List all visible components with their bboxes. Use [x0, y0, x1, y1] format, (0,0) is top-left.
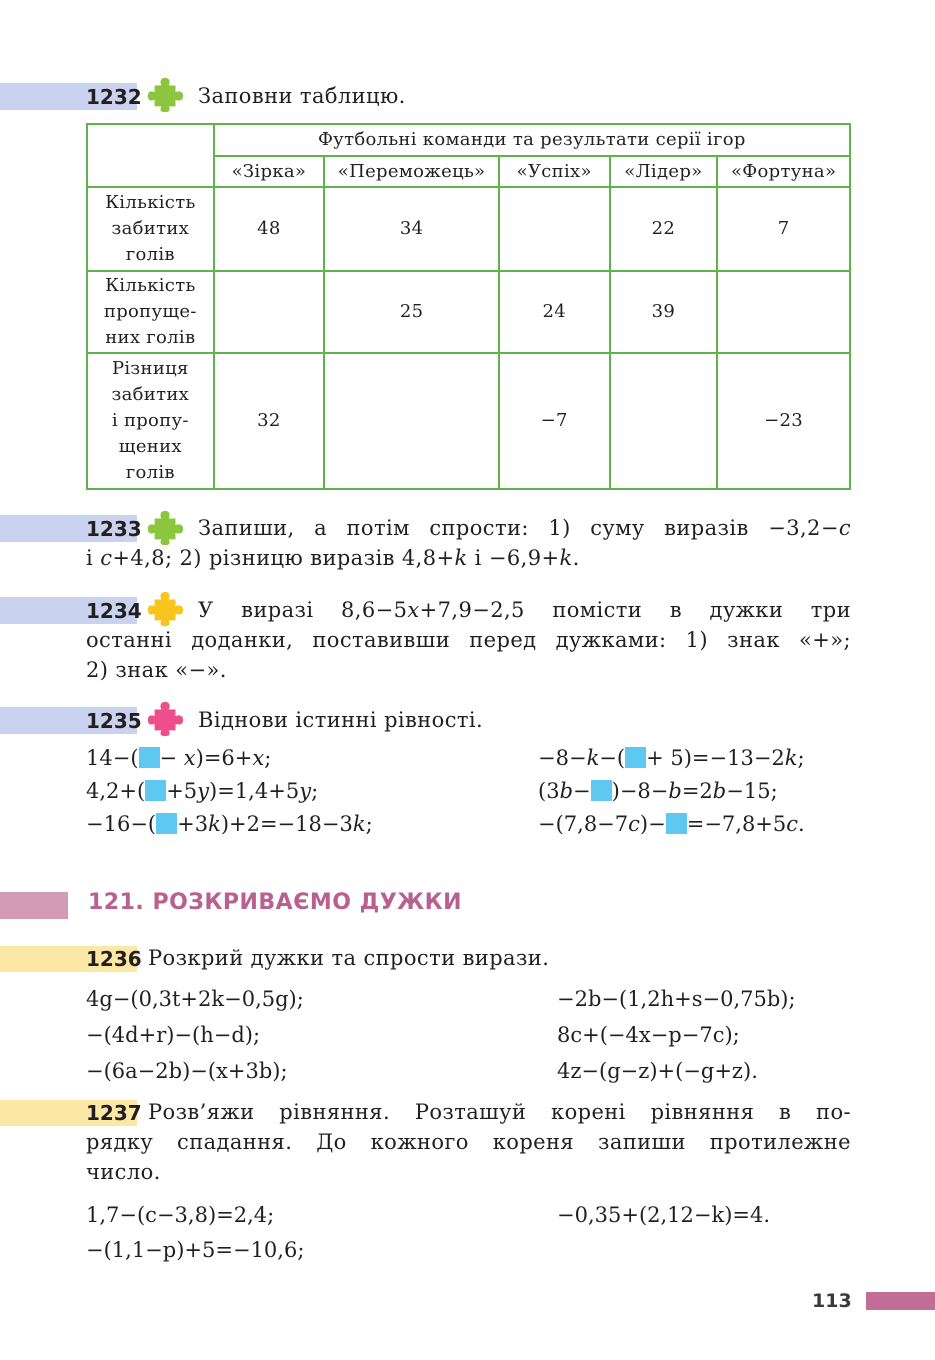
exercise-text: останні доданки, поставивши перед дужками: 1) знак «+»;: [86, 628, 851, 652]
equation: 1,7−(c−3,8)=2,4;: [86, 1203, 275, 1227]
equation: −8−k−( + 5)=−13−2k;: [538, 746, 805, 770]
table-row: [87, 353, 850, 489]
exercise-text: 2) знак «−».: [86, 658, 227, 682]
table-cell: −23: [717, 353, 850, 489]
exercise-text: Заповни таблицю.: [198, 84, 406, 108]
expression: 8c+(−4x−p−7c);: [557, 1023, 740, 1047]
page-number: 113: [812, 1290, 852, 1312]
team-header: «Успіх»: [499, 156, 610, 187]
table-cell: 7: [717, 187, 850, 271]
table-corner-cell: [87, 124, 214, 187]
expression: −2b−(1,2h+s−0,75b);: [557, 987, 796, 1011]
exercise-number: 1235: [86, 709, 142, 733]
section-bar: [0, 892, 68, 919]
table-cell: 34: [324, 187, 499, 271]
expression: 4g−(0,3t+2k−0,5g);: [86, 987, 304, 1011]
equation: −(7,8−7c)− =−7,8+5c.: [538, 812, 805, 836]
answer-box[interactable]: [156, 813, 177, 834]
answer-box[interactable]: [591, 780, 612, 801]
exercise-number: 1237: [86, 1101, 142, 1125]
table-cell: 24: [499, 271, 610, 353]
exercise-text: Розв’яжи рівняння. Розташуй корені рівняння в по-: [148, 1100, 851, 1124]
expression: −(4d+r)−(h−d);: [86, 1023, 261, 1047]
answer-box[interactable]: [666, 813, 687, 834]
expression: −(6a−2b)−(x+3b);: [86, 1059, 288, 1083]
puzzle-icon: [147, 76, 185, 114]
equation: (3b− )−8−b=2b−15;: [538, 779, 778, 803]
table-group-header: Футбольні команди та результати серії ігор: [214, 124, 850, 156]
exercise-text: Запиши, а потім спрости: 1) суму виразів −3,2−c: [198, 516, 851, 540]
section-title: 121. РОЗКРИВАЄМО ДУЖКИ: [88, 890, 462, 915]
table-cell: 39: [610, 271, 718, 353]
expression: 4z−(g−z)+(−g+z).: [557, 1059, 758, 1083]
table-row: [87, 187, 850, 271]
exercise-number: 1232: [86, 85, 142, 109]
answer-box[interactable]: [139, 747, 160, 768]
row-label: Кількість забитих голів: [87, 187, 214, 271]
exercise-text: Розкрий дужки та спрости вирази.: [148, 946, 550, 970]
table-row: [87, 271, 850, 353]
equation: 14−( − x)=6+x;: [86, 746, 272, 770]
exercise-text: рядку спадання. До кожного кореня запиши протилежне: [86, 1130, 851, 1154]
team-header: «Лідер»: [610, 156, 718, 187]
table-cell: 22: [610, 187, 718, 271]
row-label: Різниця забитих і пропу- щених голів: [87, 353, 214, 489]
equation: −0,35+(2,12−k)=4.: [557, 1203, 771, 1227]
table-cell: −7: [499, 353, 610, 489]
table-cell: 32: [214, 353, 325, 489]
page-number-bar: [866, 1292, 935, 1310]
answer-box[interactable]: [625, 747, 646, 768]
table-cell: [214, 271, 325, 353]
team-header: «Фортуна»: [717, 156, 850, 187]
team-header: «Переможець»: [324, 156, 499, 187]
exercise-text: У виразі 8,6−5x+7,9−2,5 помісти в дужки три: [198, 598, 852, 622]
results-table: [86, 123, 851, 490]
puzzle-icon: [147, 509, 185, 547]
equation: −16−( +3k)+2=−18−3k;: [86, 812, 373, 836]
answer-box[interactable]: [145, 780, 166, 801]
exercise-text: Віднови істинні рівності.: [198, 708, 484, 732]
table-cell: [324, 353, 499, 489]
row-label: Кількість пропуще- них голів: [87, 271, 214, 353]
table-cell: 48: [214, 187, 325, 271]
exercise-number: 1233: [86, 517, 142, 541]
table-cell: [717, 271, 850, 353]
table-cell: [610, 353, 718, 489]
table-cell: [499, 187, 610, 271]
equation: 4,2+( +5y)=1,4+5y;: [86, 779, 319, 803]
team-header: «Зірка»: [214, 156, 325, 187]
equation: −(1,1−p)+5=−10,6;: [86, 1238, 305, 1262]
exercise-number: 1234: [86, 599, 142, 623]
puzzle-icon: [147, 590, 185, 628]
exercise-text: число.: [86, 1160, 161, 1184]
exercise-number: 1236: [86, 947, 142, 971]
puzzle-icon: [147, 700, 185, 738]
table-cell: 25: [324, 271, 499, 353]
exercise-text: і c+4,8; 2) різницю виразів 4,8+k і −6,9+k.: [86, 546, 580, 570]
